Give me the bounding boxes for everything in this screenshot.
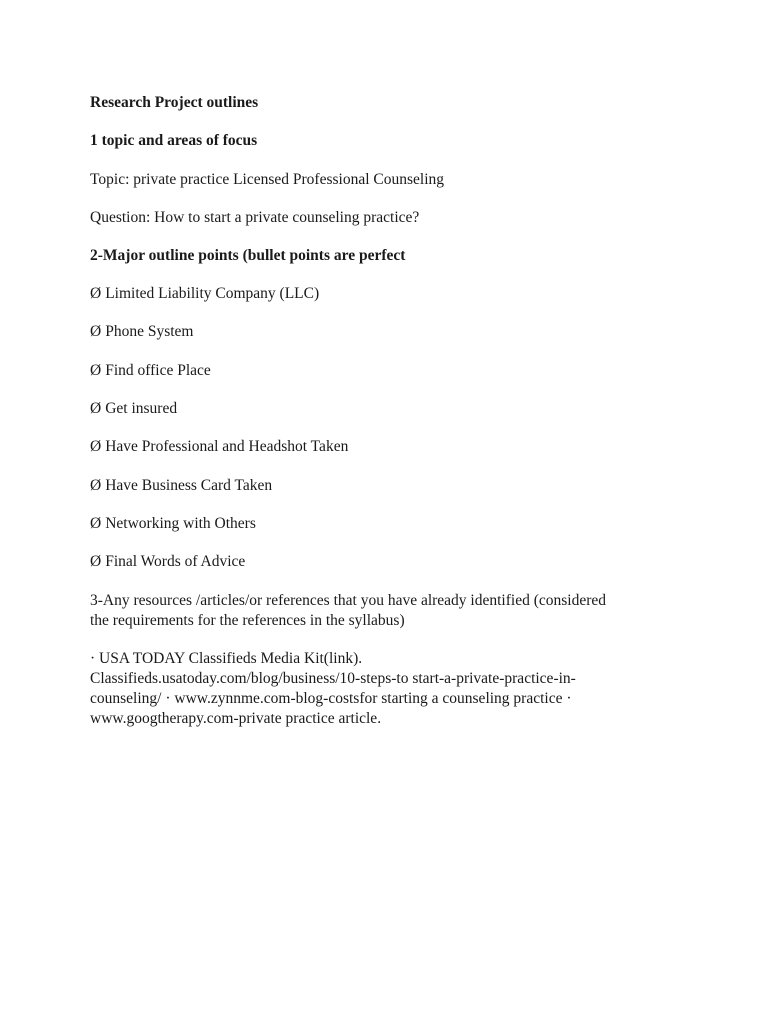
section-3-heading-line1: 3-Any resources /articles/or references that you have already identified (considered	[90, 592, 607, 609]
bullet-text: Get insured	[105, 400, 178, 417]
document-title: Research Project outlines	[90, 94, 259, 111]
bullet-item	[90, 476, 272, 496]
bullet-text: Networking with Others	[105, 515, 256, 532]
bullet-text: Limited Liability Company (LLC)	[105, 285, 320, 302]
bullet-item	[90, 284, 319, 304]
bullet-item	[90, 437, 348, 457]
reference-line: www.googtherapy.com-private practice article.	[90, 710, 382, 727]
bullet-symbol: Ø	[90, 285, 102, 302]
reference-line: Classifieds.usatoday.com/blog/business/10-steps-to start-a-private-practice-in-	[90, 670, 576, 687]
bullet-symbol: Ø	[90, 362, 102, 379]
bullet-symbol: Ø	[90, 400, 102, 417]
bullet-item	[90, 552, 245, 572]
bullet-text: Have Professional and Headshot Taken	[105, 438, 349, 455]
section-1-heading: 1 topic and areas of focus	[90, 132, 258, 149]
question-text: Question: How to start a private counseling practice?	[90, 209, 420, 226]
bullet-symbol: Ø	[90, 515, 102, 532]
bullet-text: Find office Place	[105, 362, 211, 379]
bullet-symbol: Ø	[90, 553, 102, 570]
section-2-heading: 2-Major outline points (bullet points are perfect	[90, 247, 406, 264]
bullet-symbol: Ø	[90, 477, 102, 494]
bullet-item	[90, 361, 211, 381]
reference-line: · USA TODAY Classifieds Media Kit(link).	[90, 650, 363, 667]
bullet-item	[90, 322, 193, 342]
reference-line: counseling/ · www.zynnme.com-blog-costsfor starting a counseling practice ·	[90, 690, 572, 707]
section-3-heading-line2: the requirements for the references in the syllabus)	[90, 612, 405, 629]
bullet-symbol: Ø	[90, 323, 102, 340]
bullet-text: Final Words of Advice	[105, 553, 246, 570]
bullet-text: Phone System	[105, 323, 194, 340]
topic-text: Topic: private practice Licensed Professional Counseling	[90, 171, 445, 188]
bullet-text: Have Business Card Taken	[105, 477, 273, 494]
bullet-item	[90, 399, 177, 419]
bullet-item	[90, 514, 256, 534]
bullet-symbol: Ø	[90, 438, 102, 455]
